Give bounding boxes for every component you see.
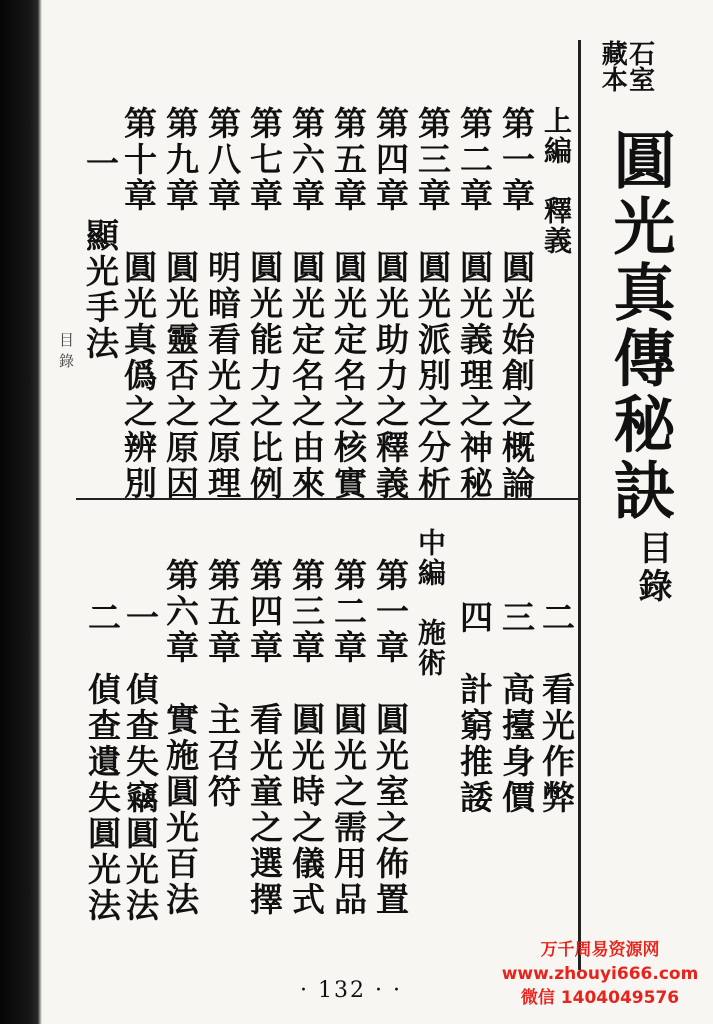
toc-sub-entry: 二 偵查遺失圓光法	[83, 600, 122, 924]
watermark-line-2: www.zhouyi666.com	[501, 964, 699, 984]
collection-line-2: 藏本	[597, 40, 628, 92]
toc-entry: 第一章 圓光室之佈置	[371, 558, 410, 918]
margin-note: 目錄	[57, 332, 75, 374]
toc-sub-entry: 四 計窮推諉	[455, 600, 494, 816]
toc-sub-entry: 一 顯光手法	[81, 146, 120, 362]
toc-entry: 第七章 圓光能力之比例	[245, 106, 284, 502]
upper-section-heading: 上編 釋義	[540, 106, 573, 256]
book-binding-shadow	[0, 0, 42, 1024]
toc-entry: 第六章 實施圓光百法	[161, 558, 200, 918]
collection-label	[598, 40, 653, 92]
toc-entry: 第四章 圓光助力之釋義	[371, 106, 410, 502]
toc-entry: 第十章 圓光真僞之辨別	[119, 106, 158, 502]
contents-heading: 目錄	[632, 530, 672, 606]
watermark	[490, 938, 710, 1010]
toc-entry: 第二章 圓光義理之神秘	[455, 106, 494, 502]
toc-entry: 第二章 圓光之需用品	[329, 558, 368, 918]
toc-sub-entry: 三 高擡身價	[497, 600, 536, 816]
title-divider-vertical	[578, 40, 581, 970]
toc-entry: 第五章 圓光定名之核實	[329, 106, 368, 502]
toc-entry: 第九章 圓光靈否之原因	[161, 106, 200, 502]
toc-entry: 第五章 主召符	[203, 558, 242, 810]
toc-entry: 第三章 圓光派別之分析	[413, 106, 452, 502]
toc-entry: 第一章 圓光始創之概論	[497, 106, 536, 502]
toc-entry: 第三章 圓光時之儀式	[287, 558, 326, 918]
toc-entry: 第八章 明暗看光之原理	[203, 106, 242, 502]
collection-line-1: 石室	[624, 40, 655, 92]
toc-entry: 第四章 看光童之選擇	[245, 558, 284, 918]
middle-section-heading: 中編 施術	[414, 528, 447, 678]
toc-sub-entry: 二 看光作弊	[537, 600, 576, 816]
watermark-line-1: 万千周易资源网	[540, 940, 660, 960]
page-number: · 132 · ·	[300, 978, 402, 1003]
toc-entry: 第六章 圓光定名之由來	[287, 106, 326, 502]
watermark-line-3: 微信 1404049576	[520, 988, 680, 1008]
toc-sub-entry: 一 偵查失竊圓光法	[121, 600, 160, 924]
book-title: 圓光真傳秘訣	[603, 128, 676, 524]
